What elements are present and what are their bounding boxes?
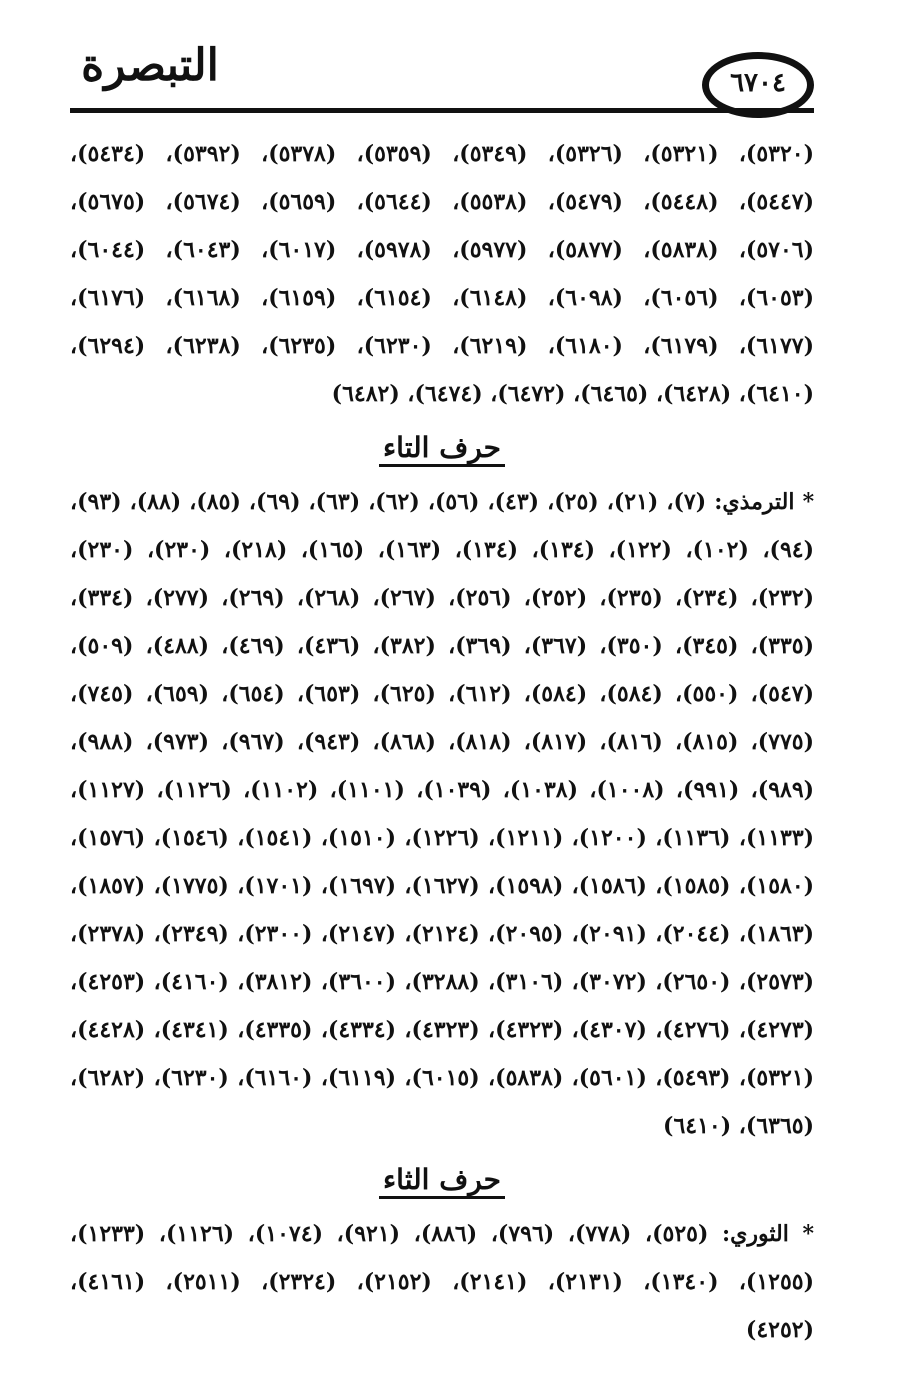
text-line: (٢٣٢)، (٢٣٤)، (٢٣٥)، (٢٥٢)، (٢٥٦)، (٢٦٧)، (٢٦٨)، (٢٦٩)، (٢٧٧)، (٣٣٤)، <box>70 585 814 611</box>
section-heading <box>70 418 814 478</box>
text-line: (٩٨٩)، (٩٩١)، (١٠٠٨)، (١٠٣٨)، (١٠٣٩)، (١١٠١)، (١١٠٢)، (١١٢٦)، (١١٢٧)، <box>70 777 814 803</box>
text-line: (٤٢٧٣)، (٤٢٧٦)، (٤٣٠٧)، (٤٣٢٣)، (٤٣٢٣)، (٤٣٣٤)، (٤٣٣٥)، (٤٣٤١)، (٤٤٢٨)، <box>70 1017 814 1043</box>
text-line: (٥٣٢١)، (٥٤٩٣)، (٥٦٠١)، (٥٨٣٨)، (٦٠١٥)، (٦١١٩)، (٦١٦٠)، (٦٢٣٠)، (٦٢٨٢)، <box>70 1065 814 1091</box>
text-line: (٢٥٧٣)، (٢٦٥٠)، (٣٠٧٢)، (٣١٠٦)، (٣٢٨٨)، (٣٦٠٠)، (٣٨١٢)، (٤١٦٠)، (٤٢٥٣)، <box>70 969 814 995</box>
text-line: * الترمذي: (٧)، (٢١)، (٢٥)، (٤٣)، (٥٦)، (٦٢)، (٦٣)، (٦٩)، (٨٥)، (٨٨)، (٩٣)، <box>70 489 814 515</box>
text-line: (١٨٦٣)، (٢٠٤٤)، (٢٠٩١)، (٢٠٩٥)، (٢١٢٤)، (٢١٤٧)، (٢٣٠٠)، (٢٣٤٩)، (٢٣٧٨)، <box>70 921 814 947</box>
text-line: (٩٤)، (١٠٢)، (١٢٢)، (١٣٤)، (١٣٤)، (١٦٣)، (١٦٥)، (٢١٨)، (٢٣٠)، (٢٣٠)، <box>70 537 814 563</box>
text-line: * الثوري: (٥٢٥)، (٧٧٨)، (٧٩٦)، (٨٨٦)، (٩٢١)، (١٠٧٤)، (١١٢٦)، (١٢٣٣)، <box>70 1221 814 1247</box>
page-content <box>70 130 814 1354</box>
section-heading-text: حرف الثاء <box>379 1163 505 1199</box>
section-heading <box>70 1150 814 1210</box>
text-line: (٥٧٠٦)، (٥٨٣٨)، (٥٨٧٧)، (٥٩٧٧)، (٥٩٧٨)، (٦٠١٧)، (٦٠٤٣)، (٦٠٤٤)، <box>70 237 814 263</box>
text-line: (٦٠٥٣)، (٦٠٥٦)، (٦٠٩٨)، (٦١٤٨)، (٦١٥٤)، (٦١٥٩)، (٦١٦٨)، (٦١٧٦)، <box>70 285 814 311</box>
header-rule <box>70 108 814 113</box>
book-title: التبصرة <box>81 40 219 91</box>
section-heading-text: حرف التاء <box>379 431 505 467</box>
page-number: ٦٧٠٤ <box>730 68 786 98</box>
text-line: (١١٣٣)، (١١٣٦)، (١٢٠٠)، (١٢١١)، (١٢٢٦)، (١٥١٠)، (١٥٤١)، (١٥٤٦)، (١٥٧٦)، <box>70 825 814 851</box>
text-line: (٦٤١٠)، (٦٤٢٨)، (٦٤٦٥)، (٦٤٧٢)، (٦٤٧٤)، (٦٤٨٢) <box>331 381 814 407</box>
text-line: (١٢٥٥)، (١٣٤٠)، (٢١٣١)، (٢١٤١)، (٢١٥٢)، (٢٣٢٤)، (٢٥١١)، (٤١٦١)، <box>70 1269 814 1295</box>
text-line: (٣٣٥)، (٣٤٥)، (٣٥٠)، (٣٦٧)، (٣٦٩)، (٣٨٢)، (٤٣٦)، (٤٦٩)، (٤٨٨)، (٥٠٩)، <box>70 633 814 659</box>
text-line: (٤٢٥٢) <box>745 1317 814 1343</box>
text-line: (٥٣٢٠)، (٥٣٢١)، (٥٣٢٦)، (٥٣٤٩)، (٥٣٥٩)، (٥٣٧٨)، (٥٣٩٢)، (٥٤٣٤)، <box>70 141 814 167</box>
text-line: (٥٤٧)، (٥٥٠)، (٥٨٤)، (٥٨٤)، (٦١٢)، (٦٢٥)، (٦٥٣)، (٦٥٤)، (٦٥٩)، (٧٤٥)، <box>70 681 814 707</box>
text-line: (٧٧٥)، (٨١٥)، (٨١٦)، (٨١٧)، (٨١٨)، (٨٦٨)، (٩٤٣)، (٩٦٧)، (٩٧٣)، (٩٨٨)، <box>70 729 814 755</box>
section-thaa <box>70 1150 814 1354</box>
text-line: (٦١٧٧)، (٦١٧٩)، (٦١٨٠)، (٦٢١٩)، (٦٢٣٠)، (٦٢٣٥)، (٦٢٣٨)، (٦٢٩٤)، <box>70 333 814 359</box>
section-taa <box>70 418 814 1150</box>
text-line: (٦٣٦٥)، (٦٤١٠) <box>663 1113 814 1139</box>
section-continued-list <box>70 130 814 418</box>
text-line: (١٥٨٠)، (١٥٨٥)، (١٥٨٦)، (١٥٩٨)، (١٦٢٧)، (١٦٩٧)، (١٧٠١)، (١٧٧٥)، (١٨٥٧)، <box>70 873 814 899</box>
text-line: (٥٤٤٧)، (٥٤٤٨)، (٥٤٧٩)، (٥٥٣٨)، (٥٦٤٤)، (٥٦٥٩)، (٥٦٧٤)، (٥٦٧٥)، <box>70 189 814 215</box>
